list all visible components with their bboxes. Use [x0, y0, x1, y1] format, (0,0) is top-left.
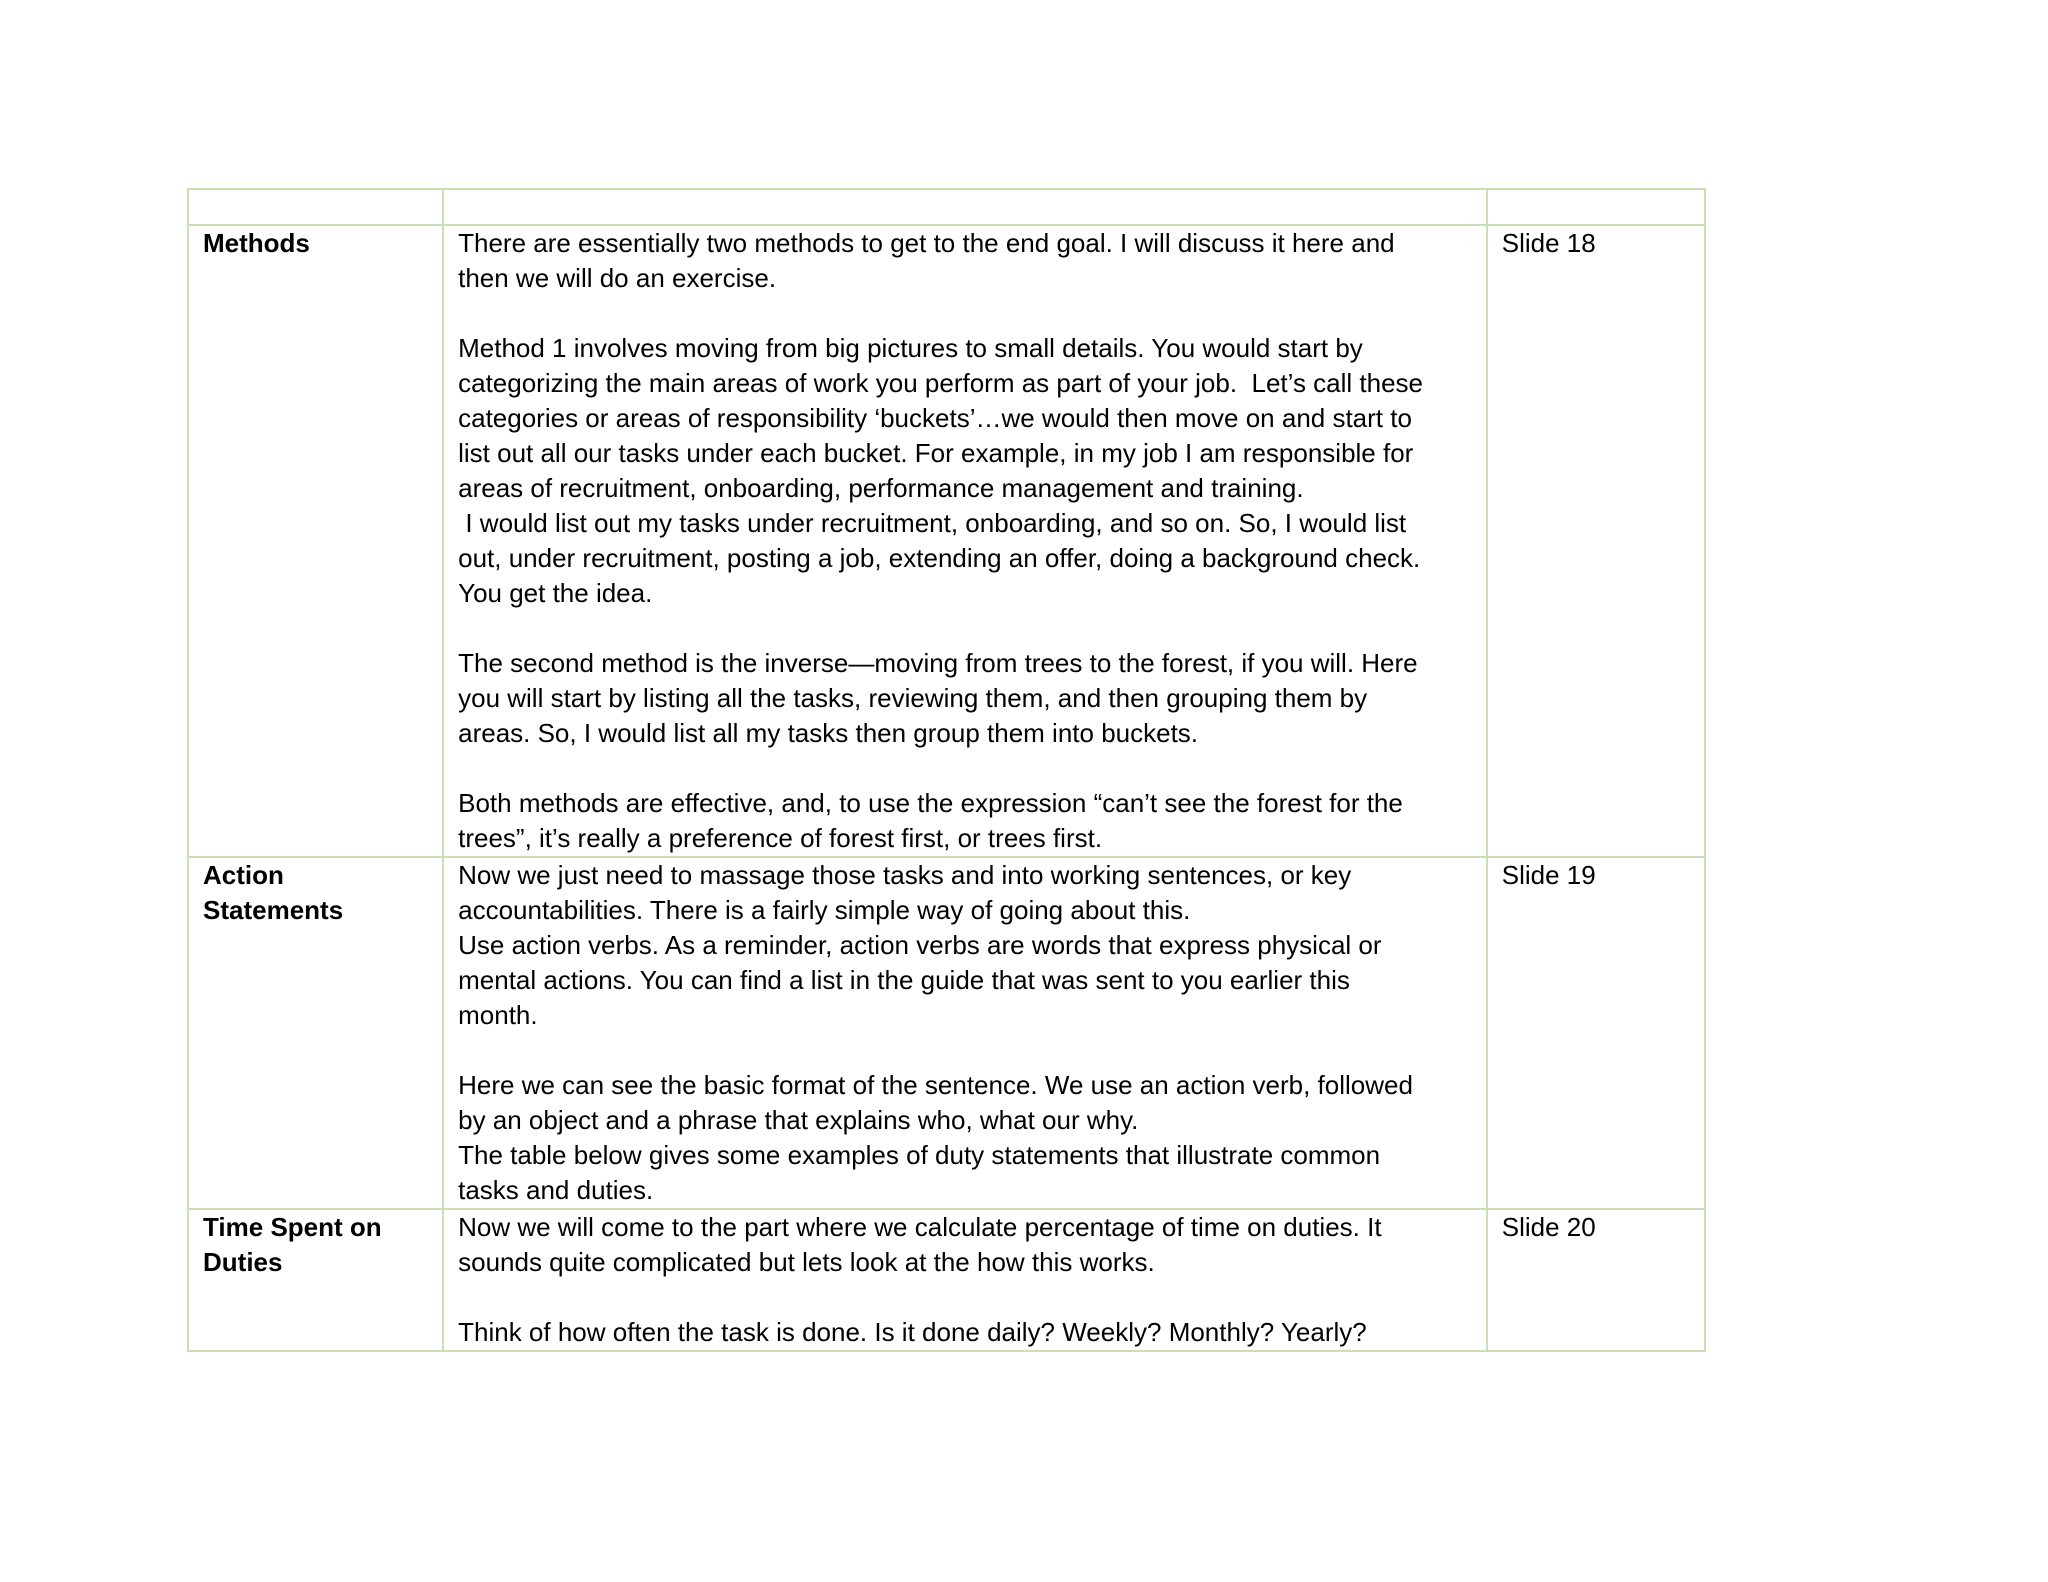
slide-cell: [1487, 225, 1705, 857]
slide-cell: [1487, 857, 1705, 1209]
notes-paragraph: [458, 1315, 1472, 1350]
section-label-text: Time Spent on: [203, 1212, 382, 1242]
section-label: [188, 225, 443, 857]
notes-line: areas. So, I would list all my tasks then group them into buckets.: [458, 718, 1199, 748]
notes-paragraph: [458, 1068, 1472, 1208]
notes-line: Think of how often the task is done. Is it done daily? Weekly? Monthly? Yearly?: [458, 1317, 1367, 1347]
notes-paragraph: [458, 331, 1472, 611]
notes-line: The second method is the inverse—moving from trees to the forest, if you will. Here: [458, 648, 1418, 678]
notes-line: out, under recruitment, posting a job, extending an offer, doing a background check.: [458, 543, 1421, 573]
notes-line: There are essentially two methods to get to the end goal. I will discuss it here and: [458, 228, 1395, 258]
notes-line: list out all our tasks under each bucket. For example, in my job I am responsible for: [458, 438, 1414, 468]
section-label: [188, 1209, 443, 1351]
header-cell-notes: [443, 189, 1487, 225]
header-cell-slide: [1487, 189, 1705, 225]
notes-line: tasks and duties.: [458, 1175, 654, 1205]
notes-line: Now we just need to massage those tasks and into working sentences, or key: [458, 860, 1352, 890]
table-row-methods: [188, 225, 1705, 857]
notes-line: trees”, it’s really a preference of forest first, or trees first.: [458, 823, 1103, 853]
section-label-text: Duties: [203, 1247, 283, 1277]
notes-line: areas of recruitment, onboarding, performance management and training.: [458, 473, 1304, 503]
notes-line: Use action verbs. As a reminder, action verbs are words that express physical or: [458, 930, 1382, 960]
notes-line: sounds quite complicated but lets look at the how this works.: [458, 1247, 1155, 1277]
table-header-row: [188, 189, 1705, 225]
notes-line: accountabilities. There is a fairly simple way of going about this.: [458, 895, 1191, 925]
slide-reference: Slide 20: [1501, 1212, 1596, 1242]
slide-reference: Slide 19: [1501, 860, 1596, 890]
notes-line: mental actions. You can find a list in the guide that was sent to you earlier this: [458, 965, 1350, 995]
notes-paragraph: [458, 858, 1472, 1033]
notes-line: Here we can see the basic format of the sentence. We use an action verb, followed: [458, 1070, 1413, 1100]
notes-paragraph: [458, 786, 1472, 856]
section-label: [188, 857, 443, 1209]
slide-cell: [1487, 1209, 1705, 1351]
notes-line: month.: [458, 1000, 538, 1030]
notes-cell: [443, 857, 1487, 1209]
notes-paragraph: [458, 1210, 1472, 1280]
notes-line: Now we will come to the part where we calculate percentage of time on duties. It: [458, 1212, 1382, 1242]
notes-line: Both methods are effective, and, to use the expression “can’t see the forest for the: [458, 788, 1403, 818]
notes-line: You get the idea.: [458, 578, 653, 608]
slide-reference: Slide 18: [1501, 228, 1596, 258]
notes-paragraph: [458, 226, 1472, 296]
notes-line: by an object and a phrase that explains who, what our why.: [458, 1105, 1139, 1135]
notes-line: you will start by listing all the tasks, reviewing them, and then grouping them by: [458, 683, 1368, 713]
notes-line: categorizing the main areas of work you perform as part of your job. Let’s call these: [458, 368, 1424, 398]
notes-cell: [443, 225, 1487, 857]
header-cell-section: [188, 189, 443, 225]
table-row-time-spent: [188, 1209, 1705, 1351]
notes-line: categories or areas of responsibility ‘buckets’…we would then move on and start to: [458, 403, 1412, 433]
notes-line: The table below gives some examples of duty statements that illustrate common: [458, 1140, 1381, 1170]
notes-line: Method 1 involves moving from big pictures to small details. You would start by: [458, 333, 1363, 363]
notes-line: then we will do an exercise.: [458, 263, 777, 293]
section-label-text: Methods: [203, 228, 310, 258]
table-row-action-statements: [188, 857, 1705, 1209]
speaker-notes-table: [187, 188, 1706, 1352]
section-label-text: Action Statements: [203, 860, 344, 925]
notes-paragraph: [458, 646, 1472, 751]
notes-line: I would list out my tasks under recruitment, onboarding, and so on. So, I would list: [458, 508, 1407, 538]
notes-cell: [443, 1209, 1487, 1351]
